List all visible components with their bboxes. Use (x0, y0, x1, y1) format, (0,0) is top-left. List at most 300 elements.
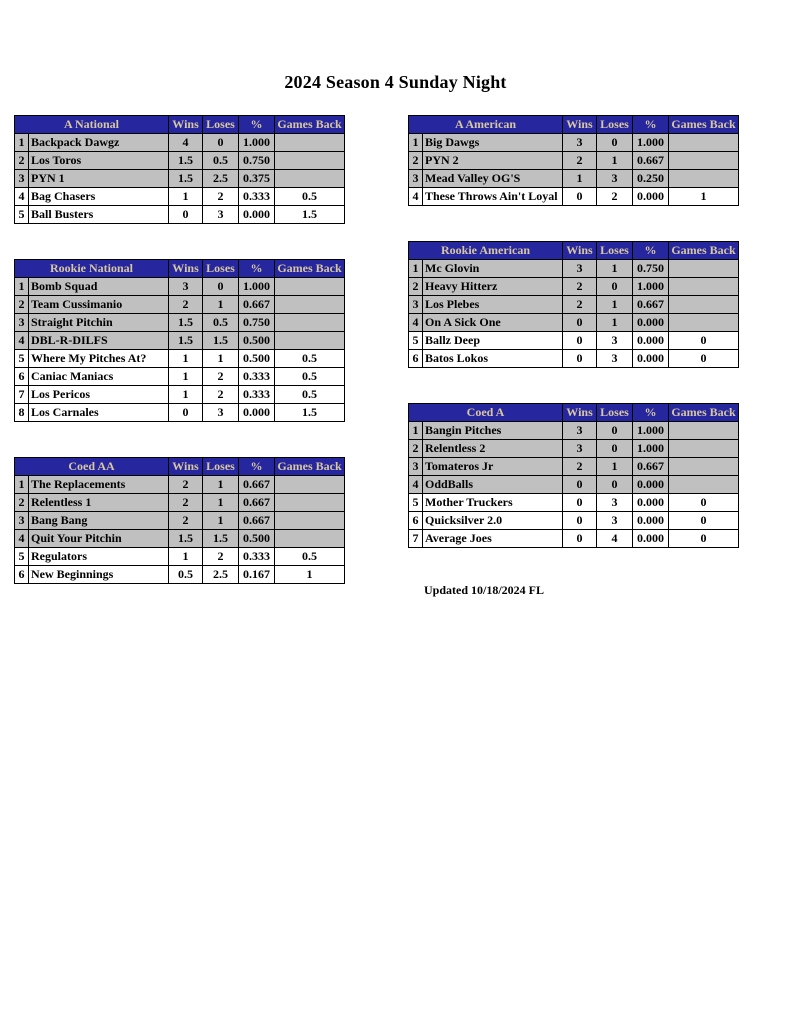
games-back-cell (275, 170, 345, 188)
table-row (15, 548, 345, 566)
games-back-header: Games Back (669, 242, 739, 260)
standings-table-coed-a (408, 403, 739, 548)
pct-cell: 1.000 (239, 278, 275, 296)
pct-cell: 1.000 (633, 422, 669, 440)
standings-table-a-national (14, 115, 345, 224)
team-name-cell: New Beginnings (29, 566, 169, 584)
loses-header: Loses (597, 116, 633, 134)
games-back-cell (275, 476, 345, 494)
games-back-header: Games Back (669, 404, 739, 422)
games-back-header: Games Back (275, 458, 345, 476)
games-back-cell (669, 422, 739, 440)
loses-cell: 0 (597, 278, 633, 296)
rank-cell: 4 (15, 332, 29, 350)
wins-cell: 0 (563, 350, 597, 368)
pct-cell: 0.250 (633, 170, 669, 188)
wins-cell: 1.5 (169, 530, 203, 548)
loses-cell: 0 (597, 476, 633, 494)
rank-cell: 2 (15, 296, 29, 314)
loses-cell: 1 (597, 314, 633, 332)
table-row (15, 170, 345, 188)
table-header-row (409, 242, 739, 260)
rank-cell: 3 (409, 170, 423, 188)
games-back-cell: 0.5 (275, 350, 345, 368)
games-back-cell (275, 512, 345, 530)
table-container-a-national (14, 115, 348, 224)
pct-cell: 0.667 (239, 494, 275, 512)
rank-cell: 1 (15, 278, 29, 296)
pct-cell: 0.667 (239, 296, 275, 314)
rank-cell: 1 (409, 422, 423, 440)
loses-cell: 1 (597, 458, 633, 476)
team-name-cell: Tomateros Jr (423, 458, 563, 476)
standings-table-rookie-american (408, 241, 739, 368)
table-title: A National (15, 116, 169, 134)
rank-cell: 5 (409, 332, 423, 350)
team-name-cell: Ball Busters (29, 206, 169, 224)
table-row (15, 152, 345, 170)
games-back-header: Games Back (275, 116, 345, 134)
pct-cell: 0.000 (239, 206, 275, 224)
loses-cell: 3 (203, 206, 239, 224)
table-header-row (15, 458, 345, 476)
team-name-cell: Straight Pitchin (29, 314, 169, 332)
table-row (15, 350, 345, 368)
team-name-cell: Los Pericos (29, 386, 169, 404)
wins-cell: 2 (169, 476, 203, 494)
games-back-cell: 1 (275, 566, 345, 584)
loses-cell: 0 (203, 278, 239, 296)
table-container-rookie-national (14, 259, 348, 422)
rank-cell: 3 (15, 314, 29, 332)
team-name-cell: Quicksilver 2.0 (423, 512, 563, 530)
updated-note: Updated 10/18/2024 FL (424, 583, 545, 597)
wins-cell: 0 (169, 206, 203, 224)
team-name-cell: Mead Valley OG'S (423, 170, 563, 188)
loses-header: Loses (203, 458, 239, 476)
loses-header: Loses (597, 242, 633, 260)
table-row (15, 512, 345, 530)
table-row (409, 494, 739, 512)
standings-table-rookie-national (14, 259, 345, 422)
wins-cell: 0 (563, 314, 597, 332)
team-name-cell: Batos Lokos (423, 350, 563, 368)
team-name-cell: Where My Pitches At? (29, 350, 169, 368)
loses-cell: 1 (203, 350, 239, 368)
loses-cell: 1.5 (203, 530, 239, 548)
wins-cell: 1 (169, 368, 203, 386)
wins-cell: 1 (169, 350, 203, 368)
wins-cell: 3 (169, 278, 203, 296)
wins-cell: 3 (563, 440, 597, 458)
wins-cell: 0 (563, 530, 597, 548)
table-title: Coed AA (15, 458, 169, 476)
loses-cell: 3 (597, 332, 633, 350)
table-header-row (15, 116, 345, 134)
pct-cell: 0.333 (239, 548, 275, 566)
team-name-cell: Average Joes (423, 530, 563, 548)
team-name-cell: Relentless 2 (423, 440, 563, 458)
team-name-cell: Relentless 1 (29, 494, 169, 512)
wins-cell: 1 (563, 170, 597, 188)
table-row (15, 404, 345, 422)
rank-cell: 1 (15, 134, 29, 152)
rank-cell: 4 (409, 188, 423, 206)
loses-cell: 2.5 (203, 170, 239, 188)
loses-cell: 2.5 (203, 566, 239, 584)
wins-cell: 0.5 (169, 566, 203, 584)
games-back-cell (669, 476, 739, 494)
wins-cell: 1 (169, 386, 203, 404)
wins-cell: 2 (169, 494, 203, 512)
team-name-cell: OddBalls (423, 476, 563, 494)
pct-header: % (239, 116, 275, 134)
loses-cell: 2 (203, 386, 239, 404)
wins-header: Wins (563, 404, 597, 422)
wins-cell: 3 (563, 260, 597, 278)
rank-cell: 1 (409, 134, 423, 152)
games-back-cell (275, 296, 345, 314)
table-row (409, 260, 739, 278)
loses-cell: 2 (203, 368, 239, 386)
team-name-cell: Bangin Pitches (423, 422, 563, 440)
wins-cell: 0 (563, 332, 597, 350)
pct-cell: 0.333 (239, 386, 275, 404)
rank-cell: 5 (15, 548, 29, 566)
loses-cell: 4 (597, 530, 633, 548)
games-back-cell (669, 296, 739, 314)
loses-cell: 0 (597, 134, 633, 152)
wins-cell: 0 (563, 476, 597, 494)
wins-header: Wins (563, 116, 597, 134)
team-name-cell: Bag Chasers (29, 188, 169, 206)
wins-cell: 3 (563, 134, 597, 152)
games-back-cell (275, 134, 345, 152)
games-back-cell: 0.5 (275, 368, 345, 386)
team-name-cell: The Replacements (29, 476, 169, 494)
table-title: A American (409, 116, 563, 134)
table-row (409, 332, 739, 350)
table-row (15, 530, 345, 548)
pct-header: % (633, 116, 669, 134)
table-row (15, 278, 345, 296)
wins-header: Wins (169, 260, 203, 278)
wins-cell: 1.5 (169, 152, 203, 170)
wins-cell: 4 (169, 134, 203, 152)
team-name-cell: Big Dawgs (423, 134, 563, 152)
table-row (409, 440, 739, 458)
loses-cell: 3 (597, 170, 633, 188)
pct-cell: 0.333 (239, 368, 275, 386)
pct-cell: 1.000 (633, 134, 669, 152)
rank-cell: 2 (409, 152, 423, 170)
team-name-cell: Los Carnales (29, 404, 169, 422)
pct-cell: 0.750 (239, 152, 275, 170)
pct-cell: 0.333 (239, 188, 275, 206)
pct-cell: 0.000 (633, 512, 669, 530)
games-back-cell: 0 (669, 512, 739, 530)
rank-cell: 3 (409, 458, 423, 476)
team-name-cell: Team Cussimanio (29, 296, 169, 314)
pct-cell: 0.667 (239, 512, 275, 530)
rank-cell: 6 (409, 350, 423, 368)
wins-cell: 0 (563, 188, 597, 206)
pct-cell: 0.500 (239, 332, 275, 350)
pct-cell: 0.000 (633, 188, 669, 206)
loses-cell: 0 (597, 440, 633, 458)
table-header-row (15, 260, 345, 278)
table-title: Coed A (409, 404, 563, 422)
games-back-cell (275, 152, 345, 170)
table-row (409, 188, 739, 206)
rank-cell: 6 (15, 368, 29, 386)
wins-cell: 2 (563, 278, 597, 296)
table-row (409, 458, 739, 476)
pct-cell: 1.000 (239, 134, 275, 152)
wins-cell: 1.5 (169, 170, 203, 188)
table-row (409, 314, 739, 332)
wins-cell: 3 (563, 422, 597, 440)
pct-cell: 0.000 (633, 314, 669, 332)
games-back-cell (669, 260, 739, 278)
rank-cell: 5 (15, 206, 29, 224)
games-back-cell: 1 (669, 188, 739, 206)
team-name-cell: DBL-R-DILFS (29, 332, 169, 350)
wins-header: Wins (169, 458, 203, 476)
team-name-cell: Quit Your Pitchin (29, 530, 169, 548)
wins-cell: 1 (169, 188, 203, 206)
wins-cell: 0 (169, 404, 203, 422)
table-row (15, 494, 345, 512)
team-name-cell: Regulators (29, 548, 169, 566)
loses-cell: 3 (597, 494, 633, 512)
pct-cell: 0.667 (633, 152, 669, 170)
team-name-cell: Backpack Dawgz (29, 134, 169, 152)
table-row (409, 134, 739, 152)
pct-header: % (239, 458, 275, 476)
games-back-cell: 0.5 (275, 386, 345, 404)
loses-cell: 3 (597, 350, 633, 368)
loses-cell: 2 (597, 188, 633, 206)
games-back-cell (669, 458, 739, 476)
wins-cell: 1.5 (169, 332, 203, 350)
team-name-cell: Heavy Hitterz (423, 278, 563, 296)
loses-cell: 0 (203, 134, 239, 152)
table-row (15, 296, 345, 314)
games-back-cell: 0 (669, 332, 739, 350)
table-row (15, 566, 345, 584)
table-row (15, 368, 345, 386)
games-back-cell: 1.5 (275, 404, 345, 422)
games-back-cell: 0 (669, 494, 739, 512)
rank-cell: 5 (409, 494, 423, 512)
table-row (409, 170, 739, 188)
rank-cell: 4 (409, 476, 423, 494)
loses-cell: 3 (597, 512, 633, 530)
rank-cell: 4 (409, 314, 423, 332)
loses-cell: 2 (203, 548, 239, 566)
pct-cell: 1.000 (633, 278, 669, 296)
team-name-cell: Ballz Deep (423, 332, 563, 350)
games-back-cell: 0 (669, 350, 739, 368)
pct-cell: 0.000 (633, 530, 669, 548)
pct-cell: 0.000 (633, 476, 669, 494)
loses-cell: 2 (203, 188, 239, 206)
rank-cell: 6 (15, 566, 29, 584)
rank-cell: 4 (15, 530, 29, 548)
table-row (409, 296, 739, 314)
table-row (409, 476, 739, 494)
rank-cell: 1 (409, 260, 423, 278)
rank-cell: 7 (409, 530, 423, 548)
games-back-cell (275, 332, 345, 350)
pct-header: % (633, 404, 669, 422)
rank-cell: 3 (15, 512, 29, 530)
pct-cell: 0.750 (633, 260, 669, 278)
table-container-coed-a (408, 403, 742, 548)
team-name-cell: Bang Bang (29, 512, 169, 530)
games-back-cell (669, 314, 739, 332)
right-column (408, 115, 742, 598)
rank-cell: 2 (409, 278, 423, 296)
pct-header: % (633, 242, 669, 260)
pct-cell: 0.500 (239, 350, 275, 368)
games-back-cell (275, 314, 345, 332)
pct-cell: 0.750 (239, 314, 275, 332)
wins-cell: 0 (563, 512, 597, 530)
team-name-cell: PYN 2 (423, 152, 563, 170)
games-back-header: Games Back (669, 116, 739, 134)
pct-cell: 1.000 (633, 440, 669, 458)
games-back-cell (669, 170, 739, 188)
table-row (15, 314, 345, 332)
table-title: Rookie American (409, 242, 563, 260)
rank-cell: 4 (15, 188, 29, 206)
rank-cell: 3 (15, 170, 29, 188)
rank-cell: 2 (15, 152, 29, 170)
wins-cell: 2 (169, 512, 203, 530)
team-name-cell: Los Plebes (423, 296, 563, 314)
loses-cell: 3 (203, 404, 239, 422)
table-row (409, 512, 739, 530)
table-container-rookie-american (408, 241, 742, 368)
wins-cell: 2 (169, 296, 203, 314)
table-row (15, 188, 345, 206)
standings-table-a-american (408, 115, 739, 206)
games-back-cell: 1.5 (275, 206, 345, 224)
games-back-cell (275, 530, 345, 548)
table-row (409, 152, 739, 170)
rank-cell: 7 (15, 386, 29, 404)
loses-cell: 1 (597, 260, 633, 278)
games-back-cell (669, 152, 739, 170)
games-back-cell (669, 278, 739, 296)
games-back-cell: 0.5 (275, 188, 345, 206)
loses-cell: 1 (597, 296, 633, 314)
pct-cell: 0.375 (239, 170, 275, 188)
wins-cell: 0 (563, 494, 597, 512)
rank-cell: 6 (409, 512, 423, 530)
rank-cell: 2 (15, 494, 29, 512)
table-header-row (409, 404, 739, 422)
games-back-cell (275, 494, 345, 512)
table-row (15, 386, 345, 404)
loses-cell: 1 (203, 512, 239, 530)
table-row (409, 278, 739, 296)
pct-cell: 0.667 (239, 476, 275, 494)
games-back-cell: 0.5 (275, 548, 345, 566)
pct-cell: 0.000 (239, 404, 275, 422)
games-back-header: Games Back (275, 260, 345, 278)
loses-header: Loses (597, 404, 633, 422)
pct-header: % (239, 260, 275, 278)
table-row (15, 134, 345, 152)
wins-cell: 2 (563, 458, 597, 476)
games-back-cell (669, 440, 739, 458)
wins-cell: 1.5 (169, 314, 203, 332)
team-name-cell: Mc Glovin (423, 260, 563, 278)
table-row (409, 530, 739, 548)
team-name-cell: Caniac Maniacs (29, 368, 169, 386)
rank-cell: 8 (15, 404, 29, 422)
table-row (15, 206, 345, 224)
loses-cell: 0.5 (203, 314, 239, 332)
loses-cell: 1 (203, 476, 239, 494)
table-row (15, 332, 345, 350)
loses-header: Loses (203, 260, 239, 278)
loses-cell: 1 (203, 494, 239, 512)
loses-header: Loses (203, 116, 239, 134)
rank-cell: 5 (15, 350, 29, 368)
games-back-cell (669, 134, 739, 152)
pct-cell: 0.500 (239, 530, 275, 548)
table-header-row (409, 116, 739, 134)
pct-cell: 0.667 (633, 458, 669, 476)
wins-header: Wins (169, 116, 203, 134)
team-name-cell: PYN 1 (29, 170, 169, 188)
table-title: Rookie National (15, 260, 169, 278)
table-container-a-american (408, 115, 742, 206)
pct-cell: 0.667 (633, 296, 669, 314)
team-name-cell: Bomb Squad (29, 278, 169, 296)
team-name-cell: These Throws Ain't Loyal (423, 188, 563, 206)
table-row (15, 476, 345, 494)
games-back-cell (275, 278, 345, 296)
loses-cell: 1.5 (203, 332, 239, 350)
wins-cell: 2 (563, 296, 597, 314)
wins-cell: 1 (169, 548, 203, 566)
team-name-cell: On A Sick One (423, 314, 563, 332)
table-row (409, 350, 739, 368)
games-back-cell: 0 (669, 530, 739, 548)
team-name-cell: Los Toros (29, 152, 169, 170)
loses-cell: 1 (203, 296, 239, 314)
page-title: 2024 Season 4 Sunday Night (284, 72, 507, 92)
table-container-coed-aa (14, 457, 348, 584)
pct-cell: 0.000 (633, 332, 669, 350)
loses-cell: 0.5 (203, 152, 239, 170)
wins-header: Wins (563, 242, 597, 260)
rank-cell: 1 (15, 476, 29, 494)
standings-table-coed-aa (14, 457, 345, 584)
pct-cell: 0.000 (633, 350, 669, 368)
loses-cell: 1 (597, 152, 633, 170)
left-column (14, 115, 348, 584)
team-name-cell: Mother Truckers (423, 494, 563, 512)
pct-cell: 0.000 (633, 494, 669, 512)
loses-cell: 0 (597, 422, 633, 440)
rank-cell: 2 (409, 440, 423, 458)
